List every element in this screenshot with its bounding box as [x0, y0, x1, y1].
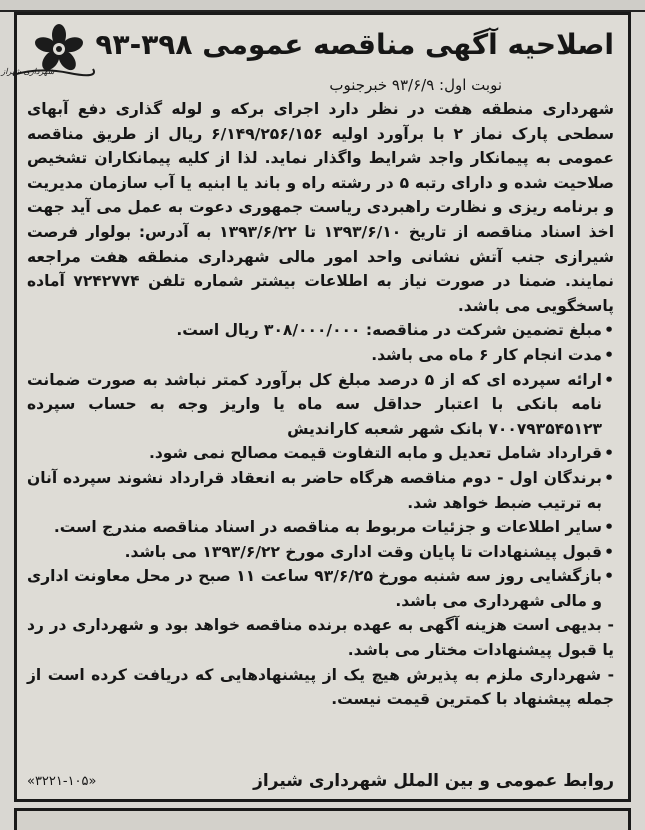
note-item: - شهرداری ملزم به پذیرش هیچ یک از پیشنهادهایی که دریافت کرده است از جمله پیشنهاد با کمترین قیمت نیست.: [27, 665, 614, 709]
issue-line: نوبت اول: ۹۳/۶/۹ خبرجنوب: [329, 76, 502, 94]
notice-code: «۳۲۲۱-۱۰۵»: [27, 773, 97, 789]
next-notice-edge: [14, 808, 631, 830]
signature: روابط عمومی و بین الملل شهرداری شیراز: [253, 771, 614, 791]
condition-item: • ارائه سپرده ای که از ۵ درصد مبلغ کل برآورد کمتر نباشد به صورت ضمانت نامه بانکی با اعتبار حداقل سه ماه یا واریز وجه به حساب سپرده ۷۰۰۷۹۳۵۴۵۱۲۳ بانک شهر شعبه کاراندیش: [27, 368, 614, 442]
shiraz-municipality-logo: [1, 23, 95, 83]
tender-notice: [1, 12, 631, 802]
previous-notice-edge: [0, 0, 645, 12]
main-paragraph: شهرداری منطقه هفت در نظر دارد اجرای برکه و لوله گذاری دفع آبهای سطحی پارک نماز ۲ با برآورد اولیه ۶/۱۴۹/۲۵۶/۱۵۶ ریال از طریق مناقصه عمومی به پیمانکار واجد شرایط واگذار نماید. لذا از کلیه پیمانکاران تشخیص صلاحیت شده و دارای رتبه ۵ در رشته راه و باند یا ابنیه یا آب سازمان مدیریت و برنامه ریزی و نظارت راهبردی ریاست جمهوری دعوت به عمل می آید جهت اخذ اسناد مناقصه از تاریخ ۱۳۹۳/۶/۱۰ تا ۱۳۹۳/۶/۲۲ به آدرس: بولوار فرصت شیرازی جنب آتش نشانی واحد امور مالی شهرداری منطقه هفت مراجعه نمایند. ضمنا در صورت نیاز به اطلاعات بیشتر شماره تلفن ۷۲۴۲۷۷۴ آماده پاسخگویی می باشد.: [27, 100, 615, 315]
logo-caption: شهرداری شیراز: [1, 67, 55, 76]
condition-item: • مبلغ تضمین شرکت در مناقصه: ۳۰۸/۰۰۰/۰۰۰ ریال است.: [27, 318, 614, 343]
condition-item: • برندگان اول - دوم مناقصه هرگاه حاضر به انعقاد قرارداد نشوند سپرده آنان به ترتیب ضبط خواهد شد.: [27, 466, 614, 515]
conditions-list: [27, 318, 614, 613]
condition-item: • سایر اطلاعات و جزئیات مربوط به مناقصه در اسناد مناقصه مندرج است.: [27, 515, 614, 540]
notice-header: [1, 23, 614, 79]
condition-item: • قبول پیشنهادات تا پایان وقت اداری مورخ ۱۳۹۳/۶/۲۲ می باشد.: [27, 540, 614, 565]
condition-item: • قرارداد شامل تعدیل و مابه التفاوت قیمت مصالح نمی شود.: [27, 441, 614, 466]
notes: [27, 613, 614, 711]
note-item: - بدیهی است هزینه آگهی به عهده برنده مناقصه خواهد بود و شهرداری در رد یا قبول پیشنهادات مختار می باشد.: [27, 616, 614, 660]
notice-footer: [27, 771, 614, 791]
notice-title: اصلاحیه آگهی مناقصه عمومی ۳۹۸-۹۳: [95, 28, 614, 61]
notice-body: [27, 97, 614, 318]
condition-item: • بازگشایی روز سه شنبه مورخ ۹۳/۶/۲۵ ساعت ۱۱ صبح در محل معاونت اداری و مالی شهرداری می باشد.: [27, 564, 614, 613]
condition-item: • مدت انجام کار ۶ ماه می باشد.: [27, 343, 614, 368]
